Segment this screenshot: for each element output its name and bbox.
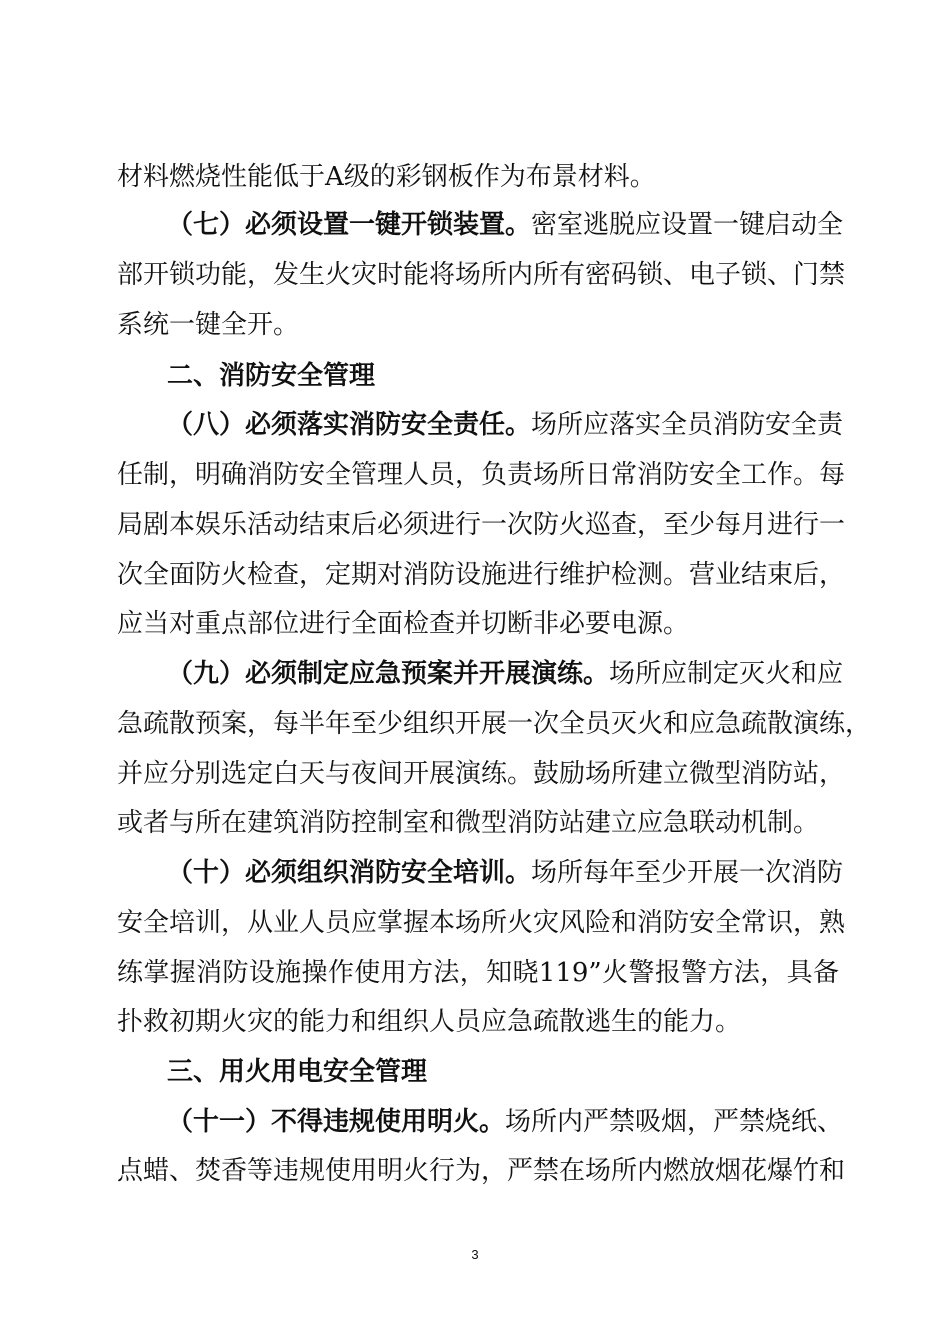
paragraph-line: 局剧本娱乐活动结束后必须进行一次防火巡查，至少每月进行一 xyxy=(117,510,846,540)
paragraph-line: 急疏散预案，每半年至少组织开展一次全员灭火和应急疏散演练， xyxy=(117,709,872,739)
paragraph-line: 练掌握消防设施操作使用方法，知晓119”火警报警方法，具备 xyxy=(117,958,839,988)
paragraph-line xyxy=(167,856,844,890)
paragraph-line xyxy=(167,1105,844,1139)
paragraph-line xyxy=(167,208,844,242)
paragraph-line: 材料燃烧性能低于A级的彩钢板作为布景材料。 xyxy=(117,162,656,192)
paragraph-line: 点蜡、焚香等违规使用明火行为，严禁在场所内燃放烟花爆竹和 xyxy=(117,1156,846,1186)
page-number: 3 xyxy=(471,1247,479,1262)
clause-text: 场所内严禁吸烟，严禁烧纸、 xyxy=(505,1107,844,1137)
paragraph-line: 系统一键全开。 xyxy=(117,310,300,340)
paragraph-line: 并应分别选定白天与夜间开展演练。鼓励场所建立微型消防站， xyxy=(117,759,846,789)
paragraph-line xyxy=(167,657,844,691)
paragraph-line: 扑救初期火灾的能力和组织人员应急疏散逃生的能力。 xyxy=(117,1007,742,1037)
clause-title: （九）必须制定应急预案并开展演练。 xyxy=(167,659,610,689)
clause-text: 密室逃脱应设置一键启动全 xyxy=(531,210,844,240)
paragraph-line xyxy=(167,408,844,442)
clause-title: （十）必须组织消防安全培训。 xyxy=(167,858,532,888)
clause-text: 场所每年至少开展一次消防 xyxy=(531,858,844,888)
section-heading: 二、消防安全管理 xyxy=(167,361,376,391)
paragraph-line: 部开锁功能，发生火灾时能将场所内所有密码锁、电子锁、门禁 xyxy=(117,260,846,290)
paragraph-line: 次全面防火检查，定期对消防设施进行维护检测。营业结束后， xyxy=(117,560,846,590)
clause-title: （八）必须落实消防安全责任。 xyxy=(167,410,532,440)
paragraph-line: 或者与所在建筑消防控制室和微型消防站建立应急联动机制。 xyxy=(117,808,820,838)
paragraph-line: 应当对重点部位进行全面检查并切断非必要电源。 xyxy=(117,609,690,639)
section-heading: 三、用火用电安全管理 xyxy=(167,1057,428,1087)
paragraph-line: 安全培训，从业人员应掌握本场所火灾风险和消防安全常识，熟 xyxy=(117,908,846,938)
clause-title: （七）必须设置一键开锁装置。 xyxy=(167,210,532,240)
clause-text: 场所应落实全员消防安全责 xyxy=(531,410,844,440)
clause-title: （十一）不得违规使用明火。 xyxy=(167,1107,506,1137)
paragraph-line: 任制，明确消防安全管理人员，负责场所日常消防安全工作。每 xyxy=(117,460,846,490)
clause-text: 场所应制定灭火和应 xyxy=(609,659,844,689)
